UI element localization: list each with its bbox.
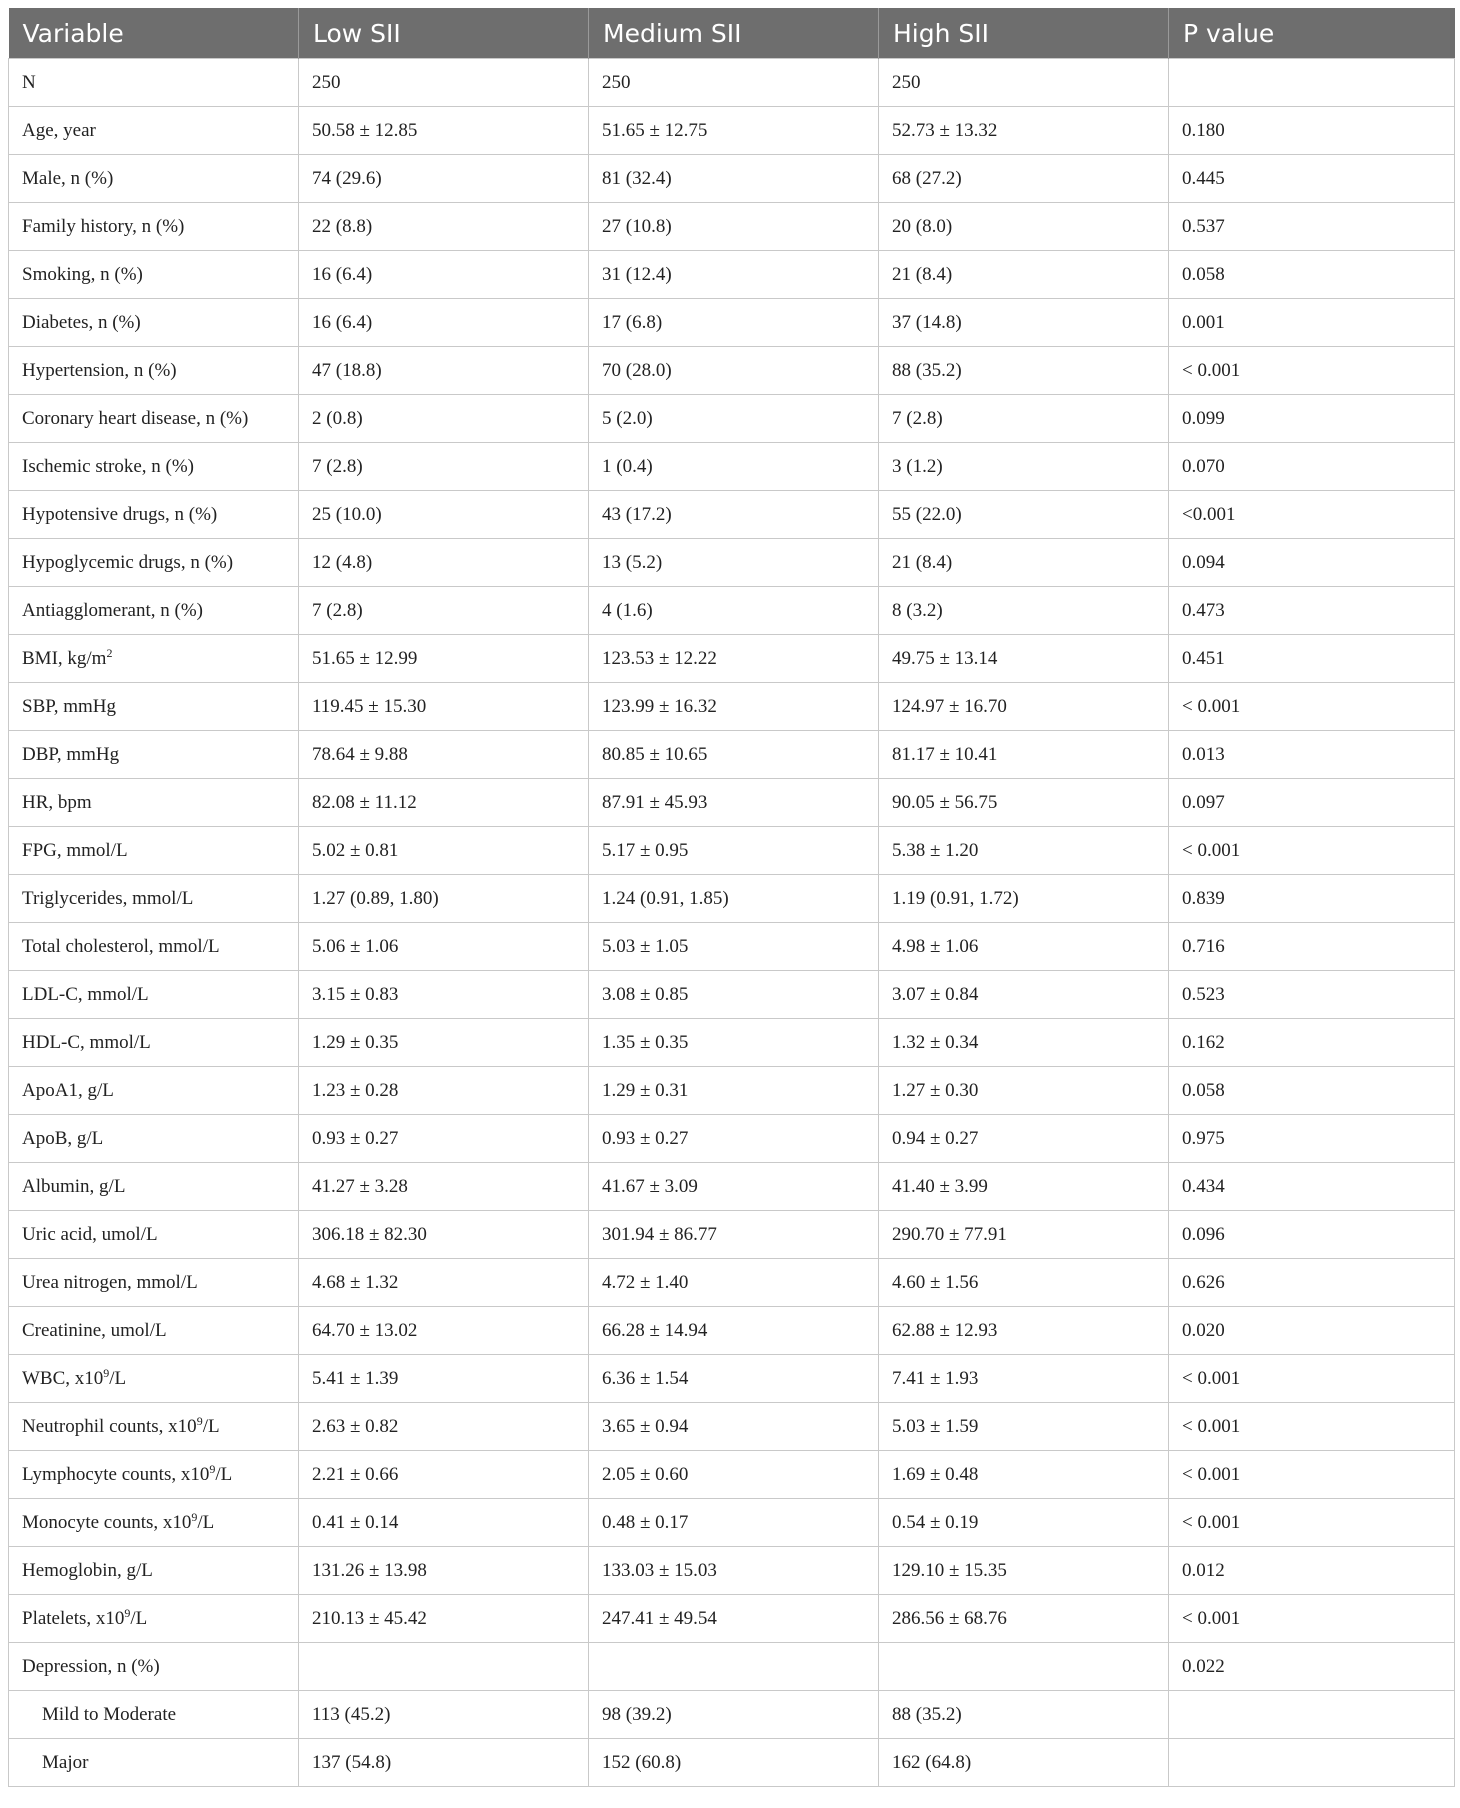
variable-cell: LDL-C, mmol/L [9,971,299,1019]
high-sii-cell: 1.32 ± 0.34 [879,1019,1169,1067]
table-row [9,491,1455,539]
table-row [9,923,1455,971]
medium-sii-cell: 3.08 ± 0.85 [589,971,879,1019]
p-value-cell: 0.013 [1169,731,1455,779]
p-value-cell: <0.001 [1169,491,1455,539]
unit-suffix: /L [197,1511,215,1533]
variable-label: Neutrophil counts, x10 [22,1415,197,1437]
p-value-cell: 0.626 [1169,1259,1455,1307]
variable-cell: Smoking, n (%) [9,251,299,299]
variable-cell [9,1595,299,1643]
high-sii-cell: 250 [879,59,1169,107]
unit-superscript: 9 [196,1413,203,1428]
medium-sii-cell: 301.94 ± 86.77 [589,1211,879,1259]
variable-cell: Mild to Moderate [9,1691,299,1739]
p-value-cell: 0.058 [1169,1067,1455,1115]
unit-superscript: 9 [209,1461,216,1476]
medium-sii-cell: 5 (2.0) [589,395,879,443]
variable-cell: ApoA1, g/L [9,1067,299,1115]
table-row [9,1067,1455,1115]
variable-cell [9,1403,299,1451]
medium-sii-cell: 41.67 ± 3.09 [589,1163,879,1211]
p-value-cell: 0.839 [1169,875,1455,923]
p-value-cell: < 0.001 [1169,683,1455,731]
low-sii-cell: 74 (29.6) [299,155,589,203]
high-sii-cell: 3 (1.2) [879,443,1169,491]
p-value-cell: 0.975 [1169,1115,1455,1163]
p-value-cell: 0.451 [1169,635,1455,683]
variable-cell: Hypoglycemic drugs, n (%) [9,539,299,587]
high-sii-cell [879,1643,1169,1691]
low-sii-cell: 82.08 ± 11.12 [299,779,589,827]
p-value-cell: 0.070 [1169,443,1455,491]
variable-label: Platelets, x10 [22,1607,125,1629]
p-value-cell: < 0.001 [1169,1403,1455,1451]
table-row [9,1499,1455,1547]
medium-sii-cell: 80.85 ± 10.65 [589,731,879,779]
variable-cell: ApoB, g/L [9,1115,299,1163]
table-row [9,347,1455,395]
variable-cell: Diabetes, n (%) [9,299,299,347]
unit-suffix: /L [109,1367,127,1389]
high-sii-cell: 290.70 ± 77.91 [879,1211,1169,1259]
medium-sii-cell: 1.35 ± 0.35 [589,1019,879,1067]
medium-sii-cell: 27 (10.8) [589,203,879,251]
high-sii-cell: 62.88 ± 12.93 [879,1307,1169,1355]
high-sii-cell: 0.94 ± 0.27 [879,1115,1169,1163]
p-value-cell: 0.434 [1169,1163,1455,1211]
variable-cell [9,1499,299,1547]
variable-cell: DBP, mmHg [9,731,299,779]
p-value-cell: 0.058 [1169,251,1455,299]
p-value-cell [1169,1691,1455,1739]
variable-cell: Male, n (%) [9,155,299,203]
variable-cell: Age, year [9,107,299,155]
data-table [8,8,1455,1787]
variable-cell: Total cholesterol, mmol/L [9,923,299,971]
variable-cell: Family history, n (%) [9,203,299,251]
medium-sii-cell [589,1643,879,1691]
high-sii-cell: 37 (14.8) [879,299,1169,347]
low-sii-cell: 5.02 ± 0.81 [299,827,589,875]
table-row [9,107,1455,155]
low-sii-cell: 131.26 ± 13.98 [299,1547,589,1595]
table-row [9,971,1455,1019]
table-row [9,251,1455,299]
low-sii-cell: 7 (2.8) [299,587,589,635]
p-value-cell: < 0.001 [1169,1355,1455,1403]
low-sii-cell: 16 (6.4) [299,299,589,347]
variable-label: Lymphocyte counts, x10 [22,1463,210,1485]
table-row [9,203,1455,251]
high-sii-cell: 129.10 ± 15.35 [879,1547,1169,1595]
table-row [9,299,1455,347]
header-row [9,8,1455,59]
medium-sii-cell: 6.36 ± 1.54 [589,1355,879,1403]
header-variable: Variable [9,8,299,59]
low-sii-cell: 5.41 ± 1.39 [299,1355,589,1403]
medium-sii-cell: 0.93 ± 0.27 [589,1115,879,1163]
low-sii-cell: 64.70 ± 13.02 [299,1307,589,1355]
p-value-cell: 0.445 [1169,155,1455,203]
p-value-cell: 0.716 [1169,923,1455,971]
variable-cell: Coronary heart disease, n (%) [9,395,299,443]
table-body [9,59,1455,1787]
low-sii-cell: 113 (45.2) [299,1691,589,1739]
table-container [8,8,1454,1787]
high-sii-cell: 1.19 (0.91, 1.72) [879,875,1169,923]
p-value-cell: < 0.001 [1169,347,1455,395]
low-sii-cell: 0.93 ± 0.27 [299,1115,589,1163]
p-value-cell [1169,59,1455,107]
low-sii-cell: 119.45 ± 15.30 [299,683,589,731]
table-row [9,1211,1455,1259]
table-row [9,587,1455,635]
high-sii-cell: 55 (22.0) [879,491,1169,539]
table-row [9,1451,1455,1499]
medium-sii-cell: 1.24 (0.91, 1.85) [589,875,879,923]
variable-cell: Antiagglomerant, n (%) [9,587,299,635]
low-sii-cell: 12 (4.8) [299,539,589,587]
low-sii-cell: 47 (18.8) [299,347,589,395]
medium-sii-cell: 2.05 ± 0.60 [589,1451,879,1499]
table-row [9,1115,1455,1163]
table-row [9,1019,1455,1067]
table-row [9,731,1455,779]
low-sii-cell: 5.06 ± 1.06 [299,923,589,971]
low-sii-cell: 16 (6.4) [299,251,589,299]
unit-superscript: 9 [124,1605,131,1620]
low-sii-cell: 1.29 ± 0.35 [299,1019,589,1067]
table-row [9,395,1455,443]
medium-sii-cell: 13 (5.2) [589,539,879,587]
header-p-value: P value [1169,8,1455,59]
variable-cell: Hypotensive drugs, n (%) [9,491,299,539]
high-sii-cell: 286.56 ± 68.76 [879,1595,1169,1643]
medium-sii-cell: 152 (60.8) [589,1739,879,1787]
low-sii-cell: 22 (8.8) [299,203,589,251]
p-value-cell: 0.180 [1169,107,1455,155]
low-sii-cell: 4.68 ± 1.32 [299,1259,589,1307]
variable-cell: FPG, mmol/L [9,827,299,875]
variable-cell: Ischemic stroke, n (%) [9,443,299,491]
p-value-cell: 0.099 [1169,395,1455,443]
high-sii-cell: 88 (35.2) [879,1691,1169,1739]
high-sii-cell: 124.97 ± 16.70 [879,683,1169,731]
p-value-cell: 0.020 [1169,1307,1455,1355]
table-row [9,1691,1455,1739]
medium-sii-cell: 123.53 ± 12.22 [589,635,879,683]
p-value-cell: 0.162 [1169,1019,1455,1067]
high-sii-cell: 52.73 ± 13.32 [879,107,1169,155]
medium-sii-cell: 17 (6.8) [589,299,879,347]
high-sii-cell: 7 (2.8) [879,395,1169,443]
variable-cell: Uric acid, umol/L [9,1211,299,1259]
medium-sii-cell: 43 (17.2) [589,491,879,539]
unit-superscript: 9 [191,1509,198,1524]
medium-sii-cell: 5.17 ± 0.95 [589,827,879,875]
p-value-cell: 0.523 [1169,971,1455,1019]
medium-sii-cell: 5.03 ± 1.05 [589,923,879,971]
table-row [9,1403,1455,1451]
variable-cell [9,1355,299,1403]
unit-superscript: 9 [103,1365,110,1380]
p-value-cell: 0.096 [1169,1211,1455,1259]
medium-sii-cell: 1 (0.4) [589,443,879,491]
low-sii-cell: 1.23 ± 0.28 [299,1067,589,1115]
high-sii-cell: 1.27 ± 0.30 [879,1067,1169,1115]
table-row [9,1259,1455,1307]
variable-cell [9,635,299,683]
table-row [9,1595,1455,1643]
high-sii-cell: 5.03 ± 1.59 [879,1403,1169,1451]
high-sii-cell: 1.69 ± 0.48 [879,1451,1169,1499]
medium-sii-cell: 31 (12.4) [589,251,879,299]
low-sii-cell: 78.64 ± 9.88 [299,731,589,779]
low-sii-cell: 210.13 ± 45.42 [299,1595,589,1643]
table-row [9,1739,1455,1787]
p-value-cell: < 0.001 [1169,1499,1455,1547]
low-sii-cell: 1.27 (0.89, 1.80) [299,875,589,923]
p-value-cell: 0.094 [1169,539,1455,587]
p-value-cell: 0.022 [1169,1643,1455,1691]
table-header [9,8,1455,59]
medium-sii-cell: 81 (32.4) [589,155,879,203]
variable-cell [9,1451,299,1499]
variable-label: WBC, x10 [22,1367,104,1389]
high-sii-cell: 162 (64.8) [879,1739,1169,1787]
table-row [9,683,1455,731]
p-value-cell: < 0.001 [1169,1595,1455,1643]
variable-cell: Depression, n (%) [9,1643,299,1691]
table-row [9,1547,1455,1595]
medium-sii-cell: 250 [589,59,879,107]
table-row [9,155,1455,203]
medium-sii-cell: 70 (28.0) [589,347,879,395]
variable-cell: Triglycerides, mmol/L [9,875,299,923]
table-row [9,875,1455,923]
high-sii-cell: 88 (35.2) [879,347,1169,395]
header-medium-sii: Medium SII [589,8,879,59]
table-row [9,1163,1455,1211]
medium-sii-cell: 87.91 ± 45.93 [589,779,879,827]
p-value-cell [1169,1739,1455,1787]
medium-sii-cell: 51.65 ± 12.75 [589,107,879,155]
p-value-cell: 0.473 [1169,587,1455,635]
variable-cell: Major [9,1739,299,1787]
low-sii-cell: 0.41 ± 0.14 [299,1499,589,1547]
variable-cell: HR, bpm [9,779,299,827]
p-value-cell: < 0.001 [1169,827,1455,875]
low-sii-cell: 3.15 ± 0.83 [299,971,589,1019]
variable-cell: HDL-C, mmol/L [9,1019,299,1067]
high-sii-cell: 5.38 ± 1.20 [879,827,1169,875]
table-row [9,443,1455,491]
table-row [9,827,1455,875]
low-sii-cell: 7 (2.8) [299,443,589,491]
low-sii-cell: 41.27 ± 3.28 [299,1163,589,1211]
medium-sii-cell: 247.41 ± 49.54 [589,1595,879,1643]
table-row [9,1643,1455,1691]
p-value-cell: 0.097 [1169,779,1455,827]
header-high-sii: High SII [879,8,1169,59]
p-value-cell: 0.012 [1169,1547,1455,1595]
medium-sii-cell: 66.28 ± 14.94 [589,1307,879,1355]
p-value-cell: 0.537 [1169,203,1455,251]
p-value-cell: < 0.001 [1169,1451,1455,1499]
high-sii-cell: 68 (27.2) [879,155,1169,203]
variable-cell: Hypertension, n (%) [9,347,299,395]
unit-suffix: /L [202,1415,220,1437]
variable-label: Monocyte counts, x10 [22,1511,192,1533]
variable-label: BMI, kg/m [22,647,107,669]
medium-sii-cell: 1.29 ± 0.31 [589,1067,879,1115]
table-row [9,59,1455,107]
table-row [9,539,1455,587]
table-row [9,779,1455,827]
medium-sii-cell: 123.99 ± 16.32 [589,683,879,731]
variable-cell: SBP, mmHg [9,683,299,731]
high-sii-cell: 21 (8.4) [879,251,1169,299]
high-sii-cell: 20 (8.0) [879,203,1169,251]
low-sii-cell: 50.58 ± 12.85 [299,107,589,155]
low-sii-cell: 137 (54.8) [299,1739,589,1787]
high-sii-cell: 90.05 ± 56.75 [879,779,1169,827]
variable-cell: Hemoglobin, g/L [9,1547,299,1595]
low-sii-cell: 51.65 ± 12.99 [299,635,589,683]
high-sii-cell: 41.40 ± 3.99 [879,1163,1169,1211]
high-sii-cell: 7.41 ± 1.93 [879,1355,1169,1403]
low-sii-cell: 2 (0.8) [299,395,589,443]
high-sii-cell: 81.17 ± 10.41 [879,731,1169,779]
variable-cell: N [9,59,299,107]
variable-cell: Albumin, g/L [9,1163,299,1211]
low-sii-cell: 250 [299,59,589,107]
low-sii-cell: 2.63 ± 0.82 [299,1403,589,1451]
medium-sii-cell: 3.65 ± 0.94 [589,1403,879,1451]
high-sii-cell: 8 (3.2) [879,587,1169,635]
medium-sii-cell: 4 (1.6) [589,587,879,635]
high-sii-cell: 4.60 ± 1.56 [879,1259,1169,1307]
low-sii-cell: 306.18 ± 82.30 [299,1211,589,1259]
medium-sii-cell: 4.72 ± 1.40 [589,1259,879,1307]
medium-sii-cell: 98 (39.2) [589,1691,879,1739]
medium-sii-cell: 0.48 ± 0.17 [589,1499,879,1547]
high-sii-cell: 0.54 ± 0.19 [879,1499,1169,1547]
table-row [9,635,1455,683]
high-sii-cell: 3.07 ± 0.84 [879,971,1169,1019]
low-sii-cell [299,1643,589,1691]
table-row [9,1355,1455,1403]
unit-suffix: /L [130,1607,148,1629]
table-row [9,1307,1455,1355]
header-low-sii: Low SII [299,8,589,59]
variable-cell: Urea nitrogen, mmol/L [9,1259,299,1307]
low-sii-cell: 2.21 ± 0.66 [299,1451,589,1499]
medium-sii-cell: 133.03 ± 15.03 [589,1547,879,1595]
variable-cell: Creatinine, umol/L [9,1307,299,1355]
high-sii-cell: 49.75 ± 13.14 [879,635,1169,683]
unit-suffix: /L [215,1463,233,1485]
high-sii-cell: 21 (8.4) [879,539,1169,587]
low-sii-cell: 25 (10.0) [299,491,589,539]
p-value-cell: 0.001 [1169,299,1455,347]
unit-superscript: 2 [106,645,113,660]
high-sii-cell: 4.98 ± 1.06 [879,923,1169,971]
